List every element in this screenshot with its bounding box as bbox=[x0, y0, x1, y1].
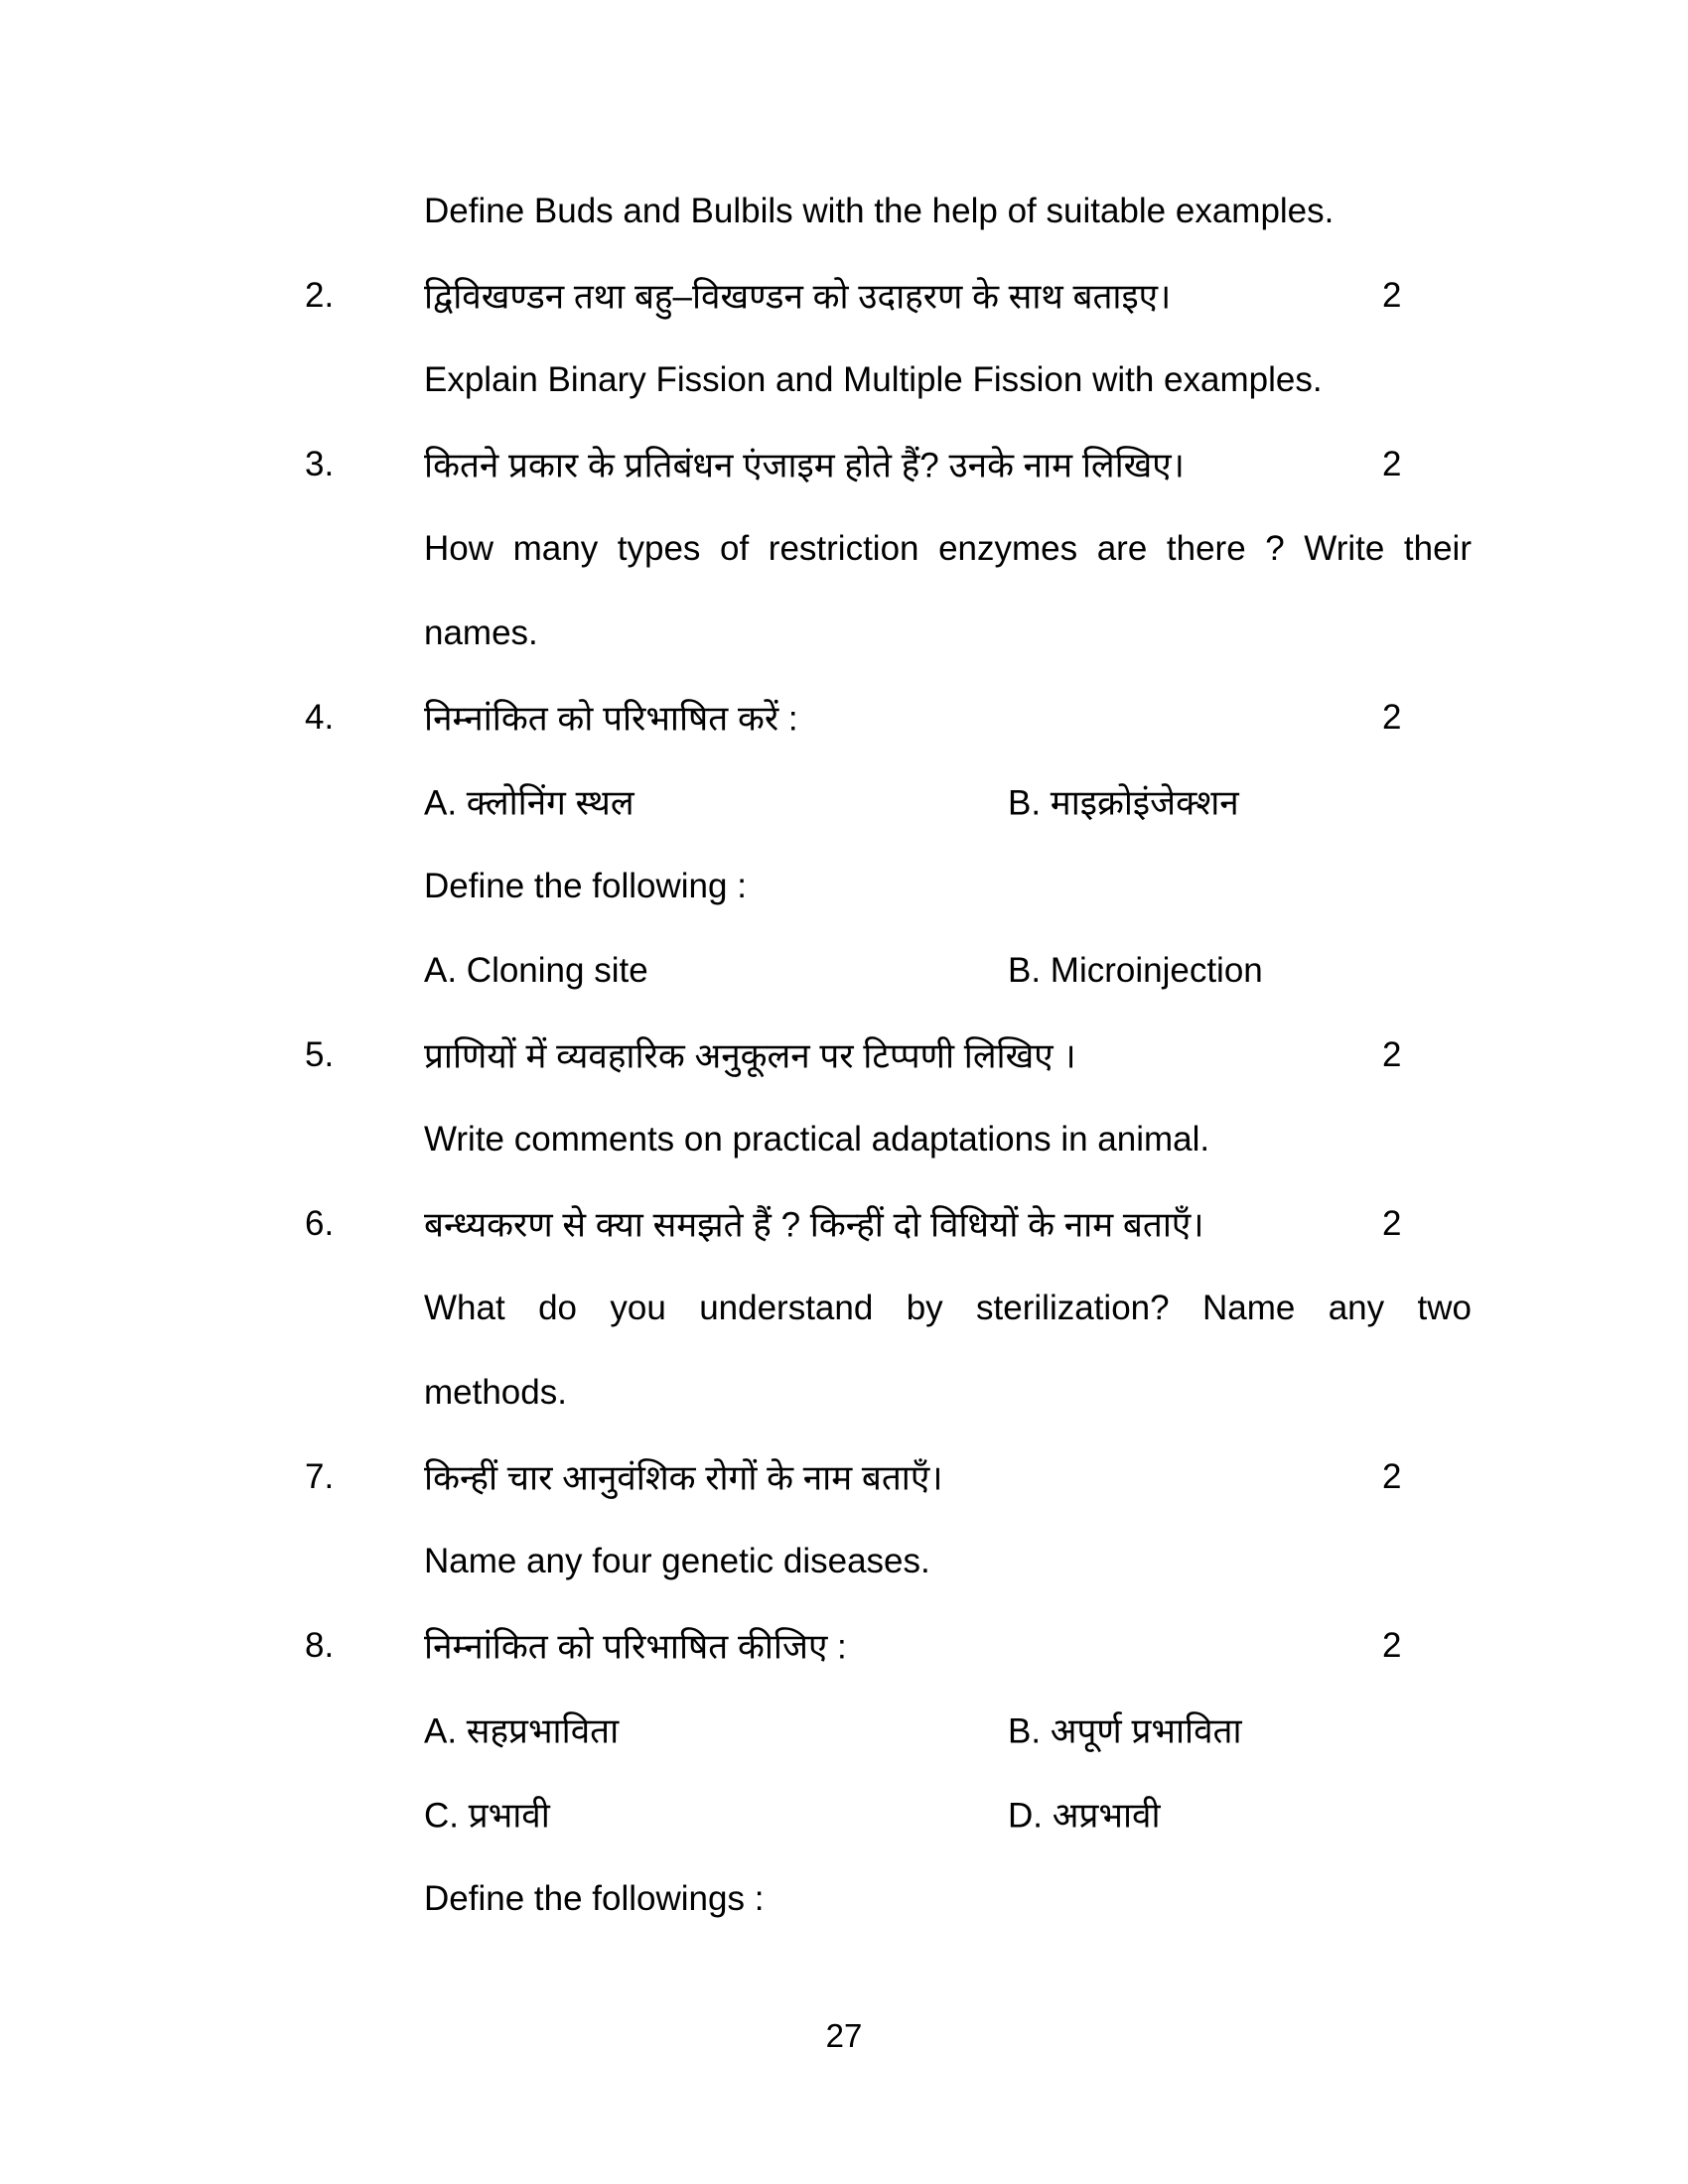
question-8-option-b-hindi: B. अपूर्ण प्रभाविता bbox=[1008, 1711, 1242, 1750]
question-7-hindi-row bbox=[0, 1434, 1688, 1519]
question-6-english-row-1 bbox=[0, 1266, 1688, 1350]
question-3-number: 3. bbox=[305, 444, 335, 483]
question-6-english-row-2 bbox=[0, 1350, 1688, 1434]
question-8-option-c-hindi: C. प्रभावी bbox=[424, 1796, 550, 1835]
question-2-english: Explain Binary Fission and Multiple Fission with examples. bbox=[424, 359, 1323, 399]
question-7-number: 7. bbox=[305, 1456, 335, 1496]
question-4-option-b-hindi: B. माइक्रोइंजेक्शन bbox=[1008, 783, 1239, 822]
question-3-english-line2: names. bbox=[424, 613, 538, 652]
question-8-hindi: निम्नांकित को परिभाषित कीजिए : bbox=[424, 1627, 847, 1666]
question-4-english: Define the following : bbox=[424, 866, 747, 905]
question-7-hindi: किन्हीं चार आनुवंशिक रोगों के नाम बताएँ। bbox=[424, 1458, 943, 1497]
question-8-option-a-hindi: A. सहप्रभाविता bbox=[424, 1711, 620, 1750]
question-8-option-d-hindi: D. अप्रभावी bbox=[1008, 1796, 1161, 1835]
question-4-marks: 2 bbox=[1382, 697, 1402, 737]
question-8-number: 8. bbox=[305, 1625, 335, 1665]
question-1-english: Define Buds and Bulbils with the help of suitable examples. bbox=[424, 191, 1335, 230]
question-7-english: Name any four genetic diseases. bbox=[424, 1541, 930, 1580]
question-5-hindi: प्राणियों में व्यवहारिक अनुकूलन पर टिप्पणी लिखिए । bbox=[424, 1036, 1076, 1075]
question-5-number: 5. bbox=[305, 1034, 335, 1074]
question-8-hindi-row bbox=[0, 1603, 1688, 1688]
question-5-hindi-row bbox=[0, 1013, 1688, 1097]
question-2-english-row bbox=[0, 338, 1688, 422]
question-5-english-row bbox=[0, 1097, 1688, 1181]
question-4-english-row bbox=[0, 844, 1688, 928]
question-2-hindi-row bbox=[0, 253, 1688, 338]
question-8-english-row bbox=[0, 1856, 1688, 1941]
question-4-number: 4. bbox=[305, 697, 335, 737]
question-3-hindi-row bbox=[0, 422, 1688, 506]
question-list bbox=[0, 169, 1688, 1941]
question-6-marks: 2 bbox=[1382, 1203, 1402, 1243]
question-4-option-a-hindi: A. क्लोनिंग स्थल bbox=[424, 783, 634, 822]
question-6-number: 6. bbox=[305, 1203, 335, 1243]
question-4-hindi-row bbox=[0, 675, 1688, 759]
question-4-option-a-english: A. Cloning site bbox=[424, 950, 648, 990]
question-7-marks: 2 bbox=[1382, 1456, 1402, 1496]
question-1-english-row bbox=[0, 169, 1688, 253]
question-6-hindi: बन्ध्यकरण से क्या समझते हैं ? किन्हीं दो विधियों के नाम बताएँ। bbox=[424, 1205, 1204, 1244]
page-number: 27 bbox=[825, 2017, 863, 2054]
question-4-english-options-row bbox=[0, 928, 1688, 1013]
question-5-marks: 2 bbox=[1382, 1034, 1402, 1074]
question-8-marks: 2 bbox=[1382, 1625, 1402, 1665]
question-7-english-row bbox=[0, 1519, 1688, 1603]
question-4-hindi-options-row bbox=[0, 759, 1688, 844]
question-3-marks: 2 bbox=[1382, 444, 1402, 483]
question-6-english-line2: methods. bbox=[424, 1372, 567, 1412]
question-4-hindi: निम्नांकित को परिभाषित करें : bbox=[424, 699, 798, 738]
question-4-option-b-english: B. Microinjection bbox=[1008, 950, 1263, 990]
question-3-hindi: कितने प्रकार के प्रतिबंधन एंजाइम होते हैं? उनके नाम लिखिए। bbox=[424, 446, 1185, 484]
question-2-number: 2. bbox=[305, 275, 335, 315]
question-5-english: Write comments on practical adaptations in animal. bbox=[424, 1119, 1210, 1159]
question-6-english-line1: What do you understand by sterilization? Name any two bbox=[424, 1288, 1472, 1327]
question-8-english: Define the followings : bbox=[424, 1878, 765, 1918]
question-3-english-row-2 bbox=[0, 591, 1688, 675]
question-8-options-row-cd bbox=[0, 1772, 1688, 1856]
question-8-options-row-ab bbox=[0, 1688, 1688, 1772]
question-2-hindi: द्विविखण्डन तथा बहु–विखण्डन को उदाहरण के साथ बताइए। bbox=[424, 277, 1172, 316]
question-3-english-line1: How many types of restriction enzymes are there ? Write their bbox=[424, 528, 1472, 568]
question-3-english-row-1 bbox=[0, 506, 1688, 591]
question-6-hindi-row bbox=[0, 1181, 1688, 1266]
question-2-marks: 2 bbox=[1382, 275, 1402, 315]
